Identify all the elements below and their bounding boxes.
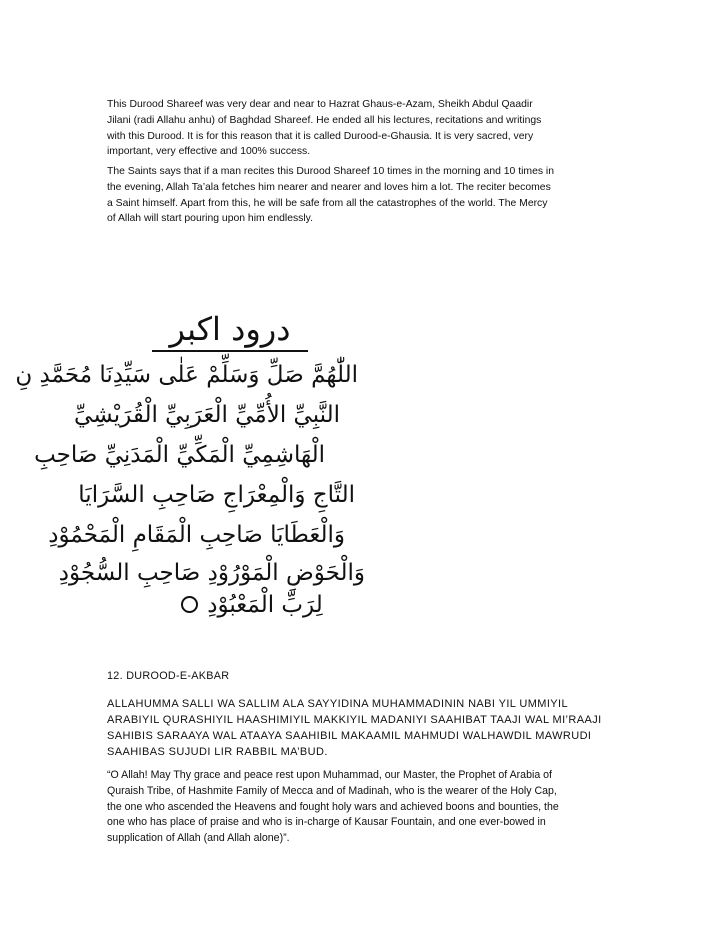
calligraphy-line: وَالْحَوْضِ الْمَوْرُوْدِ صَاحِبِ السُّجُوْدِ	[58, 560, 365, 586]
transliteration-text: ALLAHUMMA SALLI WA SALLIM ALA SAYYIDINA MUHAMMADININ NABI YIL UMMIYIL ARABIYIL QURASHIYIL HAASHIMIYIL MAKKIYIL MADANIYI SAAHIBAT TAAJI WAL MI’RAAJI SAHIBIS SARAAYA WAL ATAAYA SAAHIBIL MAKAAMIL MAHMUDI WALHAWDIL MAWRUDI SAAHIBAS SUJUDI LIR RABBIL MA’BUD.	[107, 698, 602, 758]
end-circle-ornament	[181, 596, 198, 613]
calligraphy-line: التَّاجِ وَالْمِعْرَاجِ صَاحِبِ السَّرَايَا	[78, 482, 355, 508]
intro-paragraph-1: This Durood Shareef was very dear and near to Hazrat Ghaus-e-Azam, Sheikh Abdul Qaadir Jilani (radi Allahu anhu) of Baghdad Shareef. He ended all his lectures, recitations and writings with this Durood. It is for this reason that it is called Durood-e-Ghausia. It is very sacred, very important, very effective and 100% success.	[107, 99, 542, 158]
intro-paragraph-2: The Saints says that if a man recites this Durood Shareef 10 times in the morning and 10 times in the evening, Allah Ta’ala fetches him nearer and nearer and loves him a lot. The reciter becomes a Saint himself. Apart from this, he will be safe from all the catastrophes of the world. The Mercy of Allah will start pouring upon him endlessly.	[107, 166, 555, 225]
translation-text: “O Allah! May Thy grace and peace rest upon Muhammad, our Master, the Prophet of Arabia of Quraish Tribe, of Hashmite Family of Mecca and of Madinah, who is the wearer of the Holy Cap, the one who ascended the Heavens and fought holy wars and achieved boons and bounties, the one who has place of praise and who is in-charge of Kausar Fountain, and one ever-bowed in supplication of Allah (and Allah alone)”.	[107, 769, 559, 845]
calligraphy-title-underline	[152, 350, 308, 352]
calligraphy-line: النَّبِيِّ الأُمِّيِّ الْعَرَبِيِّ الْقُرَيْشِيِّ	[74, 402, 340, 428]
calligraphy-title: درود اكبر	[169, 310, 291, 348]
calligraphy-line: وَالْعَطَايَا صَاحِبِ الْمَقَامِ الْمَحْمُوْدِ	[48, 522, 345, 548]
section-heading: 12. DUROOD-E-AKBAR	[107, 670, 230, 682]
calligraphy-line: الْهَاشِمِيِّ الْمَكِّيِّ الْمَدَنِيِّ صَاحِبِ	[34, 442, 325, 468]
calligraphy-line: اللّٰهُمَّ صَلِّ وَسَلِّمْ عَلٰى سَيِّدِنَا مُحَمَّدِ نِ	[15, 362, 358, 388]
calligraphy-line: لِرَبِّ الْمَعْبُوْدِ	[207, 592, 323, 618]
